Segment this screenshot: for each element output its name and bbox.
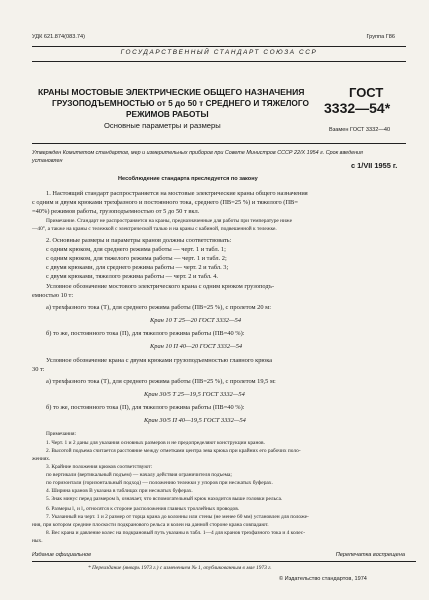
note-6: 6. Размеры l₁ и l₂ относятся к стороне расположения главных троллейных проводов. (46, 506, 240, 512)
designation-2-a-code: Кран 30/5 Т 25—19,5 ГОСТ 3332—54 (144, 391, 245, 398)
top-rule (32, 46, 406, 47)
title-line-3: РЕЖИМОВ РАБОТЫ (126, 109, 209, 119)
note-8-line-2: ных. (32, 538, 43, 544)
note-3-b: по горизонтали (горизонтальный подход) — положению тележки у упоров при несжатых буферах. (46, 480, 273, 486)
replaces-text: Взамен ГОСТ 3332—40 (329, 127, 391, 133)
approval-line-1: Утвержден Комитетом стандартов, мер и измерительных приборов при Совете Министров СССР 22/X 1954 г. Срок введения (32, 150, 363, 156)
designation-2-a: а) трехфазного тока (Т), для среднего режима работы (ПВ=25 %), с пролетом 19,5 м: (46, 378, 276, 385)
copyright: © Издательство стандартов, 1974 (279, 576, 367, 582)
designation-1-line-2: емностью 10 т: (32, 292, 74, 299)
note-1: 1. Черт. 1 и 2 даны для указания основных размеров и не предопределяют конструкции кранов. (46, 440, 265, 446)
designation-1-a: а) трехфазного тока (Т), для среднего режима работы (ПВ=25 %), с пролетом 20 м: (46, 304, 271, 311)
approval-line-2: установлен (32, 158, 63, 164)
title-line-2: ГРУЗОПОДЪЕМНОСТЬЮ от 5 до 50 т СРЕДНЕГО И ТЯЖЕЛОГО (52, 98, 309, 108)
note-3-a: по вертикали (вертикальный подъем) — началу действия ограничителя подъема; (46, 472, 232, 478)
title-rule (32, 143, 406, 144)
reprint-notice: Перепечатка воспрещена (335, 552, 405, 558)
gost-number: 3332—54* (324, 100, 391, 116)
note-4: 4. Ширина кранов В указана в таблицах при несжатых буферах. (46, 488, 193, 494)
note-3: 3. Крайние положения крюков соответствуют: (46, 464, 153, 470)
para-2-b: с одним крюком, для тяжелого режима работы — черт. 1 и табл. 2; (46, 255, 227, 262)
designation-2-b: б) то же, постоянного тока (П), для тяжелого режима работы (ПВ=40 %): (46, 404, 245, 411)
title-line-1: КРАНЫ МОСТОВЫЕ ЭЛЕКТРИЧЕСКИЕ ОБЩЕГО НАЗНАЧЕНИЯ (38, 87, 305, 97)
banner-rule (32, 61, 406, 62)
para-1-line-2: с одним и двумя крюками трехфазного и постоянного тока, среднего (ПВ=25 %) и тяжелого (ПВ= (32, 199, 298, 206)
official-edition: Издание официальное (32, 552, 92, 558)
note-2-line-2: жениях. (32, 456, 51, 462)
note-7-line-2: ния, при котором средние плоскости подкранового рельса и колеи на данной стороне крана совпадают. (32, 522, 269, 528)
gost-word: ГОСТ (349, 85, 384, 100)
designation-2-line-1: Условное обозначение крана с двумя крюками грузоподъемностью главного крюка (46, 357, 273, 364)
violation-notice: Несоблюдение стандарта преследуется по закону (118, 176, 258, 182)
note-7-line-1: 7. Указанный на черт. 1 и 2 размер от торца крана до колонны или стены (не менее 60 мм) установлен для положе- (46, 514, 309, 520)
para-2-a: с одним крюком, для среднего режима работы — черт. 1 и табл. 1; (46, 246, 226, 253)
note-2-line-1: 2. Высотой подъема считается расстояние между отметками центра зева крюка при крайних его рабочих поло- (46, 448, 301, 454)
group-code: Группа Г86 (366, 34, 395, 40)
para-1-line-1: 1. Настоящий стандарт распространяется на мостовые электрические краны общего назначения (46, 190, 308, 197)
effective-date: с 1/VII 1955 г. (351, 161, 398, 170)
para-note-line-1: Примечание. Стандарт не распространяется на краны, предназначенные для работы при температуре ниже (46, 218, 292, 224)
designation-2-line-2: 30 т: (32, 366, 45, 373)
designation-2-b-code: Кран 30/5 П 40—19,5 ГОСТ 3332—54 (144, 417, 246, 424)
designation-1-b: б) то же, постоянного тока (П), для тяжелого режима работы (ПВ=40 %): (46, 330, 245, 337)
designation-1-b-code: Кран 10 П 40—20 ГОСТ 3332—54 (150, 343, 243, 350)
para-note-line-2: —40°, а также на краны с тележкой с электрической талью и на краны с кабиной, подвешенной к тележке. (32, 226, 277, 232)
para-2: 2. Основные размеры и параметры кранов должны соответствовать: (46, 237, 232, 244)
para-2-d: с двумя крюками, тяжелого режима работы — черт. 2 и табл. 4. (46, 273, 219, 280)
note-5: 5. Знак минус перед размером h, означает, что вспомогательный крюк находится выше головки рельса. (46, 496, 283, 502)
footer-rule (32, 561, 416, 562)
para-1-line-3: =40%) режимов работы, грузоподъемностью от 5 до 50 т вкл. (32, 208, 200, 215)
reissue-note: * Переиздание (январь 1973 г.) с изменением № 1, опубликованным в мае 1973 г. (88, 565, 272, 571)
designation-1-a-code: Кран 10 Т 25—20 ГОСТ 3332—54 (150, 317, 242, 324)
notes-heading: Примечания: (46, 431, 76, 437)
designation-1-line-1: Условное обозначение мостового электрического крана с одним крюком грузоподъ- (46, 283, 275, 290)
title-subtitle: Основные параметры и размеры (104, 121, 221, 130)
udk-code: УДК 621.874(083.74) (32, 34, 85, 40)
para-2-c: с двумя крюками, для среднего режима работы — черт. 2 и табл. 3; (46, 264, 229, 271)
note-8-line-1: 8. Вес крана и давление колес на подкрановый путь указаны в табл. 1—4 для кранов трехфазного тока и 4 колес- (46, 530, 305, 536)
state-standard-banner: ГОСУДАРСТВЕННЫЙ СТАНДАРТ СОЮЗА ССР (120, 49, 318, 56)
